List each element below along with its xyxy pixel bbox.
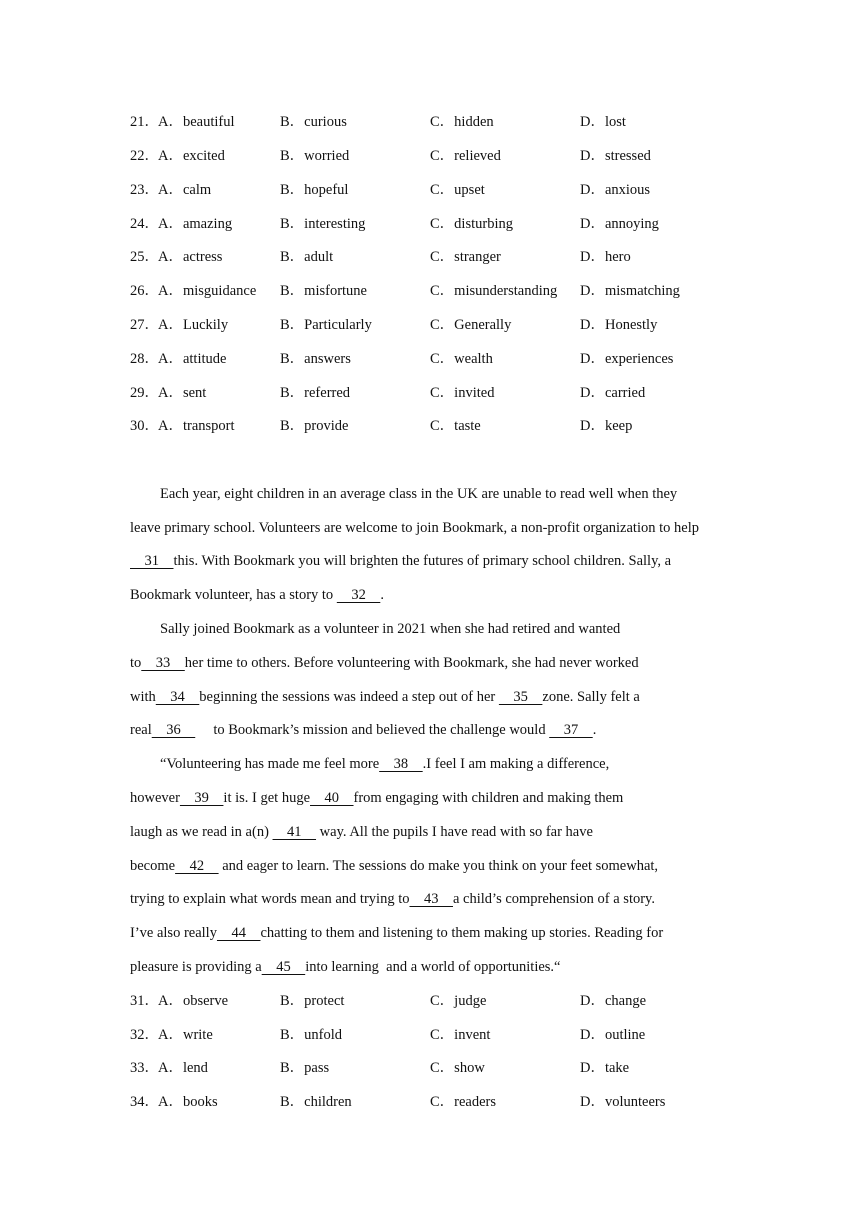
passage-line bbox=[130, 923, 730, 943]
question-number: 28． bbox=[130, 351, 159, 367]
passage-text: Sally joined Bookmark as a volunteer in 2021 when she had retired and wanted bbox=[160, 621, 621, 637]
passage-text: become bbox=[130, 858, 176, 874]
passage-line bbox=[130, 687, 730, 707]
passage-text: real bbox=[130, 722, 152, 738]
option-a: A．calm bbox=[158, 182, 212, 198]
passage-line bbox=[130, 585, 730, 605]
passage-text: with bbox=[130, 689, 156, 705]
passage-line bbox=[160, 484, 760, 504]
passage-text: .I feel I am making a difference, bbox=[422, 756, 610, 772]
option-b: B．adult bbox=[280, 249, 334, 265]
passage-text: and eager to learn. The sessions do make you think on your feet somewhat, bbox=[218, 858, 659, 874]
passage-line bbox=[130, 720, 730, 740]
option-a: A．books bbox=[158, 1094, 218, 1110]
passage-text: to Bookmark’s mission and believed the challenge would bbox=[195, 722, 550, 738]
option-a: A．misguidance bbox=[158, 283, 257, 299]
option-d: D．annoying bbox=[580, 216, 659, 232]
option-a: A．amazing bbox=[158, 216, 233, 232]
question-number: 32． bbox=[130, 1027, 159, 1043]
blank-36: 36 bbox=[151, 722, 196, 738]
passage-text: trying to explain what words mean and trying to bbox=[130, 891, 410, 907]
option-c: C．misunderstanding bbox=[430, 283, 558, 299]
option-d: D．keep bbox=[580, 418, 633, 434]
passage-text: it is. I get huge bbox=[223, 790, 311, 806]
question-number: 26． bbox=[130, 283, 159, 299]
passage-line bbox=[130, 957, 730, 977]
passage-text: beginning the sessions was indeed a step out of her bbox=[199, 689, 499, 705]
passage-line bbox=[130, 551, 730, 571]
option-b: B．Particularly bbox=[280, 317, 372, 333]
passage-text: zone. Sally felt a bbox=[542, 689, 640, 705]
question-number: 27． bbox=[130, 317, 159, 333]
question-number: 23． bbox=[130, 182, 159, 198]
passage-line bbox=[160, 619, 760, 639]
blank-34: 34 bbox=[155, 689, 200, 705]
option-d: D．volunteers bbox=[580, 1094, 666, 1110]
option-b: B．hopeful bbox=[280, 182, 349, 198]
option-c: C．invent bbox=[430, 1027, 491, 1043]
option-b: B．unfold bbox=[280, 1027, 343, 1043]
option-b: B．provide bbox=[280, 418, 349, 434]
option-c: C．Generally bbox=[430, 317, 512, 333]
blank-45: 45 bbox=[261, 959, 306, 975]
passage-text: . bbox=[592, 722, 597, 738]
option-d: D．Honestly bbox=[580, 317, 658, 333]
passage-text: . bbox=[380, 587, 384, 603]
question-number: 34． bbox=[130, 1094, 159, 1110]
passage-text: this. With Bookmark you will brighten the futures of primary school children. Sally, a bbox=[173, 553, 672, 569]
question-number: 30． bbox=[130, 418, 159, 434]
option-a: A．observe bbox=[158, 993, 229, 1009]
option-b: B．misfortune bbox=[280, 283, 367, 299]
blank-44: 44 bbox=[216, 925, 261, 941]
option-c: C．show bbox=[430, 1060, 485, 1076]
blank-32: 32 bbox=[336, 587, 381, 603]
option-b: B．children bbox=[280, 1094, 352, 1110]
option-b: B．worried bbox=[280, 148, 350, 164]
option-a: A．excited bbox=[158, 148, 225, 164]
blank-38: 38 bbox=[379, 756, 423, 772]
passage-text: from engaging with children and making them bbox=[353, 790, 624, 806]
option-a: A．write bbox=[158, 1027, 213, 1043]
option-a: A．transport bbox=[158, 418, 235, 434]
passage-line bbox=[130, 653, 730, 673]
blank-39: 39 bbox=[179, 790, 224, 806]
option-b: B．pass bbox=[280, 1060, 330, 1076]
passage-text: a child’s comprehension of a story. bbox=[452, 891, 655, 907]
passage-text: leave primary school. Volunteers are welcome to join Bookmark, a non-profit organization to help bbox=[130, 520, 699, 536]
passage-text: Bookmark volunteer, has a story to bbox=[130, 587, 337, 603]
option-d: D．hero bbox=[580, 249, 631, 265]
option-a: A．beautiful bbox=[158, 114, 235, 130]
passage-line bbox=[160, 754, 760, 774]
passage-text: into learning and a world of opportunities.“ bbox=[305, 959, 561, 975]
passage-text: to bbox=[130, 655, 142, 671]
option-a: A．lend bbox=[158, 1060, 208, 1076]
option-c: C．upset bbox=[430, 182, 485, 198]
passage-text: her time to others. Before volunteering with Bookmark, she had never worked bbox=[184, 655, 639, 671]
blank-41: 41 bbox=[272, 824, 317, 840]
option-d: D．carried bbox=[580, 385, 646, 401]
question-number: 22． bbox=[130, 148, 159, 164]
option-c: C．wealth bbox=[430, 351, 493, 367]
passage-text: “Volunteering has made me feel more bbox=[160, 756, 380, 772]
question-number: 21． bbox=[130, 114, 159, 130]
question-number: 24． bbox=[130, 216, 159, 232]
passage-text: laugh as we read in a(n) bbox=[130, 824, 273, 840]
option-d: D．lost bbox=[580, 114, 626, 130]
passage-line bbox=[130, 889, 730, 909]
blank-33: 33 bbox=[141, 655, 185, 671]
blank-31: 31 bbox=[130, 553, 174, 569]
option-c: C．judge bbox=[430, 993, 487, 1009]
option-c: C．hidden bbox=[430, 114, 494, 130]
option-c: C．taste bbox=[430, 418, 481, 434]
option-c: C．relieved bbox=[430, 148, 501, 164]
option-b: B．protect bbox=[280, 993, 345, 1009]
option-d: D．stressed bbox=[580, 148, 651, 164]
question-number: 31． bbox=[130, 993, 159, 1009]
question-number: 29． bbox=[130, 385, 159, 401]
option-d: D．experiences bbox=[580, 351, 674, 367]
option-d: D．change bbox=[580, 993, 647, 1009]
question-number: 25． bbox=[130, 249, 159, 265]
option-c: C．invited bbox=[430, 385, 495, 401]
blank-37: 37 bbox=[549, 722, 593, 738]
passage-text: pleasure is providing a bbox=[130, 959, 262, 975]
passage-line bbox=[130, 518, 730, 538]
option-c: C．readers bbox=[430, 1094, 497, 1110]
option-a: A．Luckily bbox=[158, 317, 229, 333]
option-d: D．anxious bbox=[580, 182, 651, 198]
blank-43: 43 bbox=[409, 891, 453, 907]
passage-text: however bbox=[130, 790, 180, 806]
blank-40: 40 bbox=[310, 790, 354, 806]
option-d: D．take bbox=[580, 1060, 630, 1076]
option-d: D．mismatching bbox=[580, 283, 680, 299]
passage-line bbox=[130, 822, 730, 842]
passage-text: Each year, eight children in an average class in the UK are unable to read well when they bbox=[160, 486, 678, 502]
option-c: C．disturbing bbox=[430, 216, 513, 232]
option-b: B．answers bbox=[280, 351, 351, 367]
option-a: A．sent bbox=[158, 385, 207, 401]
blank-42: 42 bbox=[175, 858, 219, 874]
option-b: B．curious bbox=[280, 114, 347, 130]
question-number: 33． bbox=[130, 1060, 159, 1076]
passage-line bbox=[130, 856, 730, 876]
option-b: B．referred bbox=[280, 385, 351, 401]
passage-text: way. All the pupils I have read with so far have bbox=[316, 824, 593, 840]
blank-35: 35 bbox=[498, 689, 543, 705]
passage-text: I’ve also really bbox=[130, 925, 217, 941]
option-a: A．attitude bbox=[158, 351, 227, 367]
option-c: C．stranger bbox=[430, 249, 501, 265]
option-d: D．outline bbox=[580, 1027, 646, 1043]
option-a: A．actress bbox=[158, 249, 223, 265]
passage-text: chatting to them and listening to them making up stories. Reading for bbox=[260, 925, 664, 941]
option-b: B．interesting bbox=[280, 216, 366, 232]
passage-line bbox=[130, 788, 730, 808]
